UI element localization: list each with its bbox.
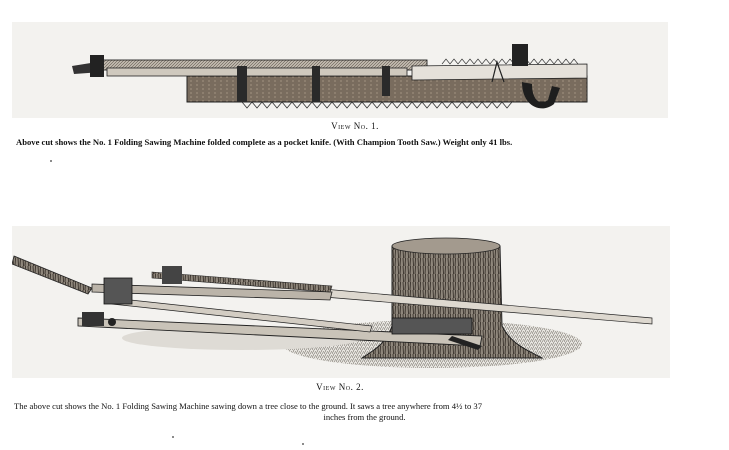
print-speck: [50, 160, 52, 162]
folded-machine-drawing: [12, 22, 668, 118]
view-2-title: View No. 2.: [316, 382, 364, 392]
view-1-title: View No. 1.: [331, 121, 379, 131]
sawing-tree-drawing: [12, 226, 670, 378]
folded-machine-illustration: [12, 22, 668, 118]
print-speck: [302, 443, 304, 445]
view-2-caption-line-2: inches from the ground.: [323, 412, 406, 422]
print-speck: [172, 436, 174, 438]
sawing-tree-illustration: [12, 226, 670, 378]
view-1-caption: Above cut shows the No. 1 Folding Sawing Machine folded complete as a pocket knife. (With Champion Tooth Saw.) Weight only 41 lbs.: [16, 137, 513, 147]
view-2-caption-line-1: The above cut shows the No. 1 Folding Sawing Machine sawing down a tree close to the ground. It saws a tree anywhere from 4½ to 37: [14, 401, 483, 411]
